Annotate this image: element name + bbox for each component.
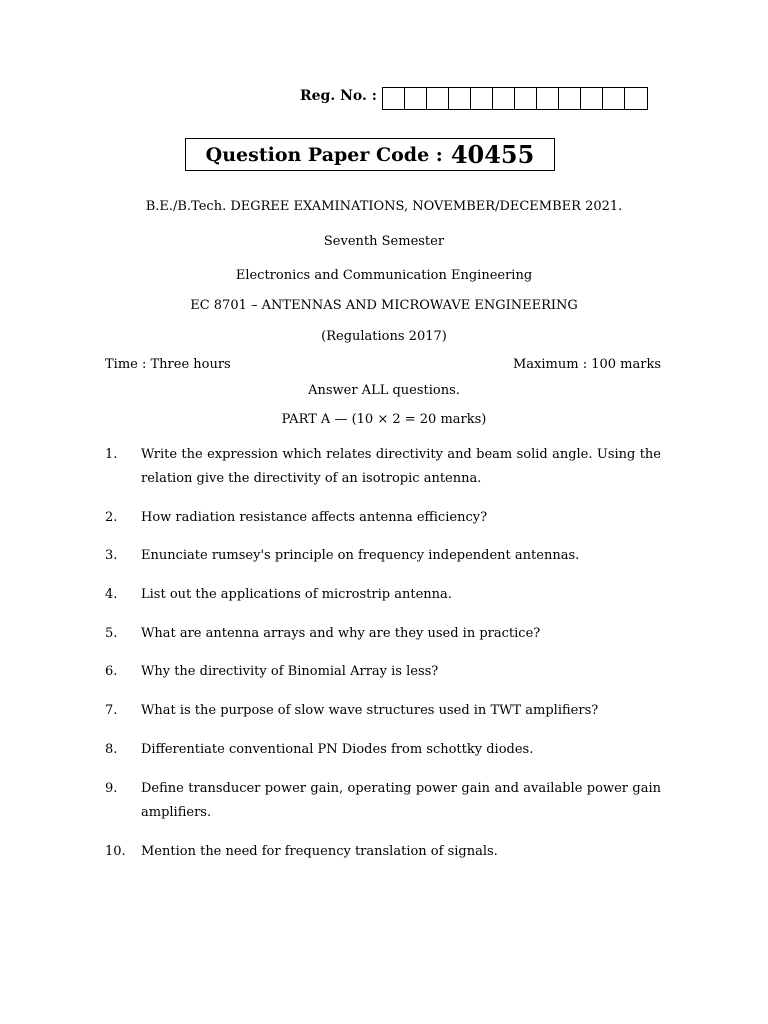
question-text: Write the expression which relates directivity and beam solid angle. Using the relation give the directivity of an isotropic antenna. — [141, 447, 661, 486]
question-item — [105, 699, 661, 723]
question-item — [105, 583, 661, 607]
question-item — [105, 443, 661, 491]
question-text: Mention the need for frequency translation of signals. — [141, 844, 498, 859]
question-text: What is the purpose of slow wave structures used in TWT amplifiers? — [141, 703, 599, 718]
question-text: Why the directivity of Binomial Array is less? — [141, 664, 439, 679]
reg-no-box — [405, 88, 427, 109]
reg-no-box — [625, 88, 647, 109]
question-item — [105, 506, 661, 530]
question-item — [105, 840, 661, 864]
question-number: 8. — [105, 742, 118, 757]
question-text: List out the applications of microstrip antenna. — [141, 587, 452, 602]
question-number: 5. — [105, 626, 118, 641]
exam-course: EC 8701 – ANTENNAS AND MICROWAVE ENGINEERING — [190, 298, 578, 313]
question-number: 3. — [105, 548, 118, 563]
question-paper-code-value: 40455 — [450, 140, 535, 169]
question-number: 2. — [105, 510, 118, 525]
question-text: Enunciate rumsey's principle on frequency independent antennas. — [141, 548, 580, 563]
part-heading: PART A — (10 × 2 = 20 marks) — [281, 412, 487, 427]
question-item — [105, 622, 661, 646]
question-number: 1. — [105, 447, 118, 462]
question-number: 7. — [105, 703, 118, 718]
question-item — [105, 544, 661, 568]
reg-no-box — [603, 88, 625, 109]
question-text: Differentiate conventional PN Diodes from schottky diodes. — [141, 742, 534, 757]
question-text: What are antenna arrays and why are they used in practice? — [141, 626, 541, 641]
exam-regulations: (Regulations 2017) — [321, 329, 447, 344]
question-number: 10. — [105, 844, 126, 859]
question-number: 6. — [105, 664, 118, 679]
exam-title: B.E./B.Tech. DEGREE EXAMINATIONS, NOVEMBER/DECEMBER 2021. — [145, 199, 623, 214]
question-number: 9. — [105, 781, 118, 796]
question-number: 4. — [105, 587, 118, 602]
exam-semester: Seventh Semester — [323, 234, 445, 249]
question-item — [105, 777, 661, 825]
question-paper-code-label: Question Paper Code : — [205, 143, 443, 166]
reg-no-boxes — [382, 87, 648, 110]
reg-no-box — [471, 88, 493, 109]
reg-no-box — [537, 88, 559, 109]
reg-no-box — [427, 88, 449, 109]
reg-no-label: Reg. No. : — [300, 88, 377, 104]
question-text: Define transducer power gain, operating power gain and available power gain amplifiers. — [141, 781, 661, 820]
reg-no-box — [383, 88, 405, 109]
reg-no-box — [515, 88, 537, 109]
exam-max-marks: Maximum : 100 marks — [513, 357, 662, 372]
reg-no-box — [559, 88, 581, 109]
reg-no-box — [449, 88, 471, 109]
question-paper-code-box — [185, 138, 555, 171]
exam-department: Electronics and Communication Engineering — [235, 268, 533, 283]
reg-no-box — [581, 88, 603, 109]
question-text: How radiation resistance affects antenna efficiency? — [141, 510, 488, 525]
exam-time: Time : Three hours — [105, 357, 231, 372]
exam-instruction: Answer ALL questions. — [308, 383, 460, 398]
question-item — [105, 738, 661, 762]
question-item — [105, 660, 661, 684]
reg-no-box — [493, 88, 515, 109]
